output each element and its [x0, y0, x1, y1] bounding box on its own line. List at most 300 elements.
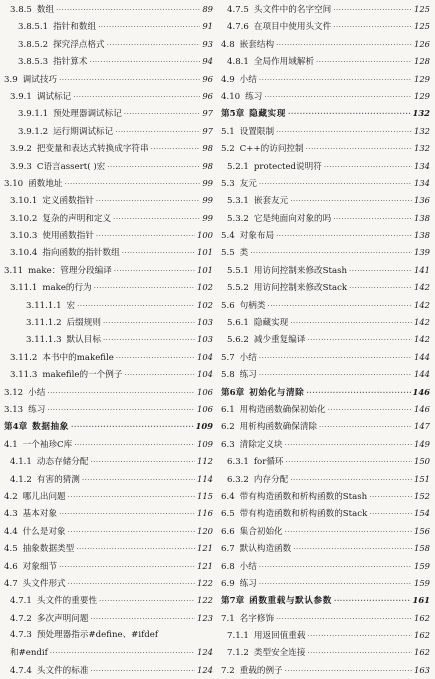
toc-entry-number: 5.1 — [221, 126, 235, 137]
toc-leader-dots — [307, 645, 412, 661]
toc-page-number: 101 — [197, 247, 213, 258]
toc-entry[interactable] — [4, 349, 213, 366]
toc-leader-dots — [103, 315, 195, 331]
toc-page-number: 91 — [202, 21, 213, 32]
toc-page-number: 102 — [197, 282, 213, 293]
toc-leader-dots — [307, 332, 412, 348]
toc-entry-title: 类型安全连接 — [253, 648, 306, 659]
toc-entry-title: 调试标记 — [36, 91, 72, 102]
toc-entry[interactable] — [4, 244, 213, 261]
toc-page-number: 103 — [197, 317, 213, 328]
toc-leader-dots — [50, 645, 195, 661]
toc-page-number: 158 — [414, 543, 430, 554]
toc-entry[interactable] — [221, 436, 430, 453]
toc-page-number: 123 — [197, 612, 213, 623]
toc-entry-title: 用返回值重载 — [253, 631, 306, 642]
toc-entry-title: 类 — [239, 248, 249, 259]
toc-page-number: 161 — [412, 595, 430, 606]
toc-entry-title: 什么是对象 — [22, 526, 66, 537]
toc-page-number: 149 — [414, 438, 430, 449]
toc-entry-title: 隐藏实现 — [253, 318, 289, 329]
toc-entry[interactable] — [221, 401, 430, 418]
toc-leader-dots — [324, 159, 412, 175]
toc-leader-dots — [319, 419, 412, 435]
toc-entry[interactable] — [221, 349, 430, 366]
toc-entry[interactable] — [4, 36, 213, 53]
toc-entry[interactable] — [221, 488, 430, 505]
toc-entry-number: 4.7.4 — [10, 665, 32, 676]
toc-entry[interactable] — [221, 453, 430, 470]
toc-leader-dots — [290, 315, 412, 331]
toc-leader-dots — [114, 263, 195, 279]
toc-entry-number: 4.3 — [4, 509, 18, 520]
toc-page-number: 142 — [414, 282, 430, 293]
toc-entry-title: 运行期调试标记 — [53, 126, 114, 137]
toc-page-number: 104 — [197, 351, 213, 362]
toc-entry-number: 5.5.1 — [227, 265, 249, 276]
toc-leader-dots — [73, 89, 200, 105]
toc-entry-title: 指向函数的指针数组 — [42, 248, 120, 259]
toc-entry-title: 头文件的标准 — [36, 665, 89, 676]
toc-leader-dots — [276, 611, 412, 627]
toc-entry[interactable] — [4, 505, 213, 522]
toc-entry-number: 3.10.1 — [10, 196, 38, 207]
toc-entry-title: 头文件形式 — [22, 578, 66, 589]
toc-entry-number: 7.1.2 — [227, 648, 249, 659]
toc-entry[interactable] — [4, 453, 213, 470]
toc-entry[interactable] — [4, 279, 213, 296]
toc-leader-dots — [94, 280, 195, 296]
toc-entry-title: makefile的一个例子 — [42, 370, 123, 381]
toc-entry[interactable] — [4, 662, 213, 679]
toc-leader-dots — [59, 559, 195, 575]
toc-entry-title: 名字修饰 — [239, 613, 275, 624]
toc-entry[interactable] — [4, 123, 213, 140]
toc-entry-number: 5.6.2 — [227, 335, 249, 346]
toc-entry-title: 清除定义块 — [239, 439, 283, 450]
toc-page-number: 121 — [197, 560, 213, 571]
toc-entry-title: 抽象数据类型 — [22, 544, 75, 555]
toc-page-number: 138 — [414, 212, 430, 223]
toc-entry[interactable] — [4, 192, 213, 209]
toc-entry-title: 带有构造函数和析构函数的Stash — [239, 491, 368, 502]
toc-entry-title: 小结 — [239, 561, 257, 572]
toc-entry[interactable] — [221, 158, 430, 175]
toc-leader-dots — [276, 37, 412, 53]
toc-entry-title: 宏 — [66, 300, 76, 311]
toc-leader-dots — [285, 437, 412, 453]
toc-entry-title: 在项目中使用头文件 — [253, 22, 332, 33]
toc-entry[interactable] — [4, 262, 213, 279]
toc-entry[interactable] — [4, 71, 213, 88]
toc-entry[interactable] — [221, 610, 430, 627]
toc-entry[interactable] — [221, 366, 430, 383]
toc-leader-dots — [116, 350, 195, 366]
toc-leader-dots — [349, 280, 412, 296]
toc-page-number: 101 — [197, 264, 213, 275]
toc-leader-dots — [124, 367, 195, 383]
toc-entry-number: 4.1.1 — [10, 457, 32, 468]
toc-entry[interactable] — [4, 105, 213, 122]
toc-entry[interactable] — [221, 627, 430, 644]
toc-entry-title: 带有构造函数和析构函数的Stack — [239, 509, 368, 520]
toc-entry-number: 4.8.1 — [227, 57, 249, 68]
toc-entry[interactable] — [221, 140, 430, 157]
toc-entry-title: 哪儿出问题 — [22, 491, 66, 502]
toc-page-number: 99 — [202, 212, 213, 223]
toc-page-number: 93 — [202, 38, 213, 49]
toc-leader-dots — [259, 72, 412, 88]
toc-page-number: 109 — [197, 438, 213, 449]
toc-leader-dots — [328, 402, 412, 418]
toc-entry-number: 3.8.5.1 — [18, 22, 49, 33]
toc-entry[interactable] — [4, 175, 213, 192]
toc-leader-dots — [349, 263, 412, 279]
toc-entry-title: for循环 — [253, 457, 284, 468]
toc-entry-title: 练习 — [28, 404, 46, 415]
toc-leader-dots — [264, 89, 412, 105]
toc-column-right — [217, 0, 435, 676]
toc-entry-number: 3.9.2 — [10, 144, 32, 155]
toc-entry[interactable] — [221, 18, 430, 35]
toc-entry-number: 3.12 — [4, 387, 24, 398]
toc-page-number: 134 — [414, 160, 430, 171]
toc-leader-dots — [90, 663, 195, 679]
toc-entry-title: make的行为 — [42, 283, 92, 294]
toc-entry[interactable] — [4, 384, 213, 401]
toc-leader-dots — [286, 454, 412, 470]
toc-entry-number: 3.13 — [4, 404, 24, 415]
toc-entry-number: 4.4 — [4, 526, 18, 537]
toc-page-number: 129 — [414, 90, 430, 101]
toc-entry-title: 和#endif — [10, 648, 48, 659]
toc-leader-dots — [107, 37, 201, 53]
toc-entry-number: 5.5.2 — [227, 283, 249, 294]
toc-entry-number: 3.9.1.2 — [18, 126, 49, 137]
toc-entry[interactable] — [4, 401, 213, 418]
toc-entry-title: 嵌套友元 — [253, 196, 289, 207]
toc-leader-dots — [285, 524, 412, 540]
toc-entry[interactable] — [221, 523, 430, 540]
toc-leader-dots — [293, 541, 412, 557]
toc-entry[interactable] — [4, 227, 213, 244]
toc-entry[interactable] — [221, 331, 430, 348]
toc-entry-number: 3.11.1.2 — [26, 318, 62, 329]
toc-page-number: 163 — [414, 664, 430, 675]
toc-entry-title: C++的访问控制 — [239, 144, 304, 155]
toc-entry[interactable] — [221, 244, 430, 261]
toc-entry-title: 动态存储分配 — [36, 457, 89, 468]
toc-page-number: 132 — [414, 143, 430, 154]
toc-leader-dots — [107, 159, 200, 175]
toc-entry[interactable] — [4, 297, 213, 314]
toc-page-number: 99 — [202, 195, 213, 206]
toc-leader-dots — [333, 2, 412, 18]
toc-leader-dots — [59, 72, 200, 88]
toc-entry-number: 3.11.3 — [10, 370, 38, 381]
toc-entry[interactable] — [4, 471, 213, 488]
toc-entry[interactable] — [221, 36, 430, 53]
toc-entry-title: 友元 — [239, 178, 257, 189]
toc-entry[interactable] — [221, 575, 430, 592]
toc-page-number: 98 — [202, 160, 213, 171]
toc-entry[interactable] — [4, 523, 213, 540]
toc-entry[interactable] — [221, 505, 430, 522]
toc-entry[interactable] — [221, 71, 430, 88]
toc-entry-title: 对象布局 — [239, 231, 275, 242]
toc-entry[interactable] — [4, 592, 213, 609]
toc-entry[interactable] — [4, 575, 213, 592]
toc-entry-title: 重载的例子 — [239, 665, 283, 676]
toc-entry[interactable] — [4, 488, 213, 505]
toc-entry[interactable] — [4, 158, 213, 175]
toc-entry[interactable] — [4, 18, 213, 35]
toc-entry[interactable] — [4, 436, 213, 453]
toc-entry[interactable] — [4, 210, 213, 227]
toc-entry-title: 默认构造函数 — [239, 544, 292, 555]
toc-entry-number: 4.8 — [221, 39, 235, 50]
toc-page-number: 138 — [414, 230, 430, 241]
toc-leader-dots — [306, 384, 410, 401]
toc-entry-number: 4.10 — [221, 91, 241, 102]
toc-entry-title: 默认目标 — [66, 335, 101, 346]
toc-entry[interactable] — [4, 366, 213, 383]
toc-page-number: 116 — [197, 508, 213, 519]
toc-entry[interactable] — [221, 540, 430, 557]
toc-entry-number: 3.8.5.3 — [18, 57, 49, 68]
toc-entry[interactable] — [4, 331, 213, 348]
toc-page-number: 128 — [414, 56, 430, 67]
toc-entry-title: 数组 — [36, 5, 55, 15]
toc-chapter-entry[interactable] — [4, 418, 213, 435]
toc-leader-dots — [290, 193, 412, 209]
toc-page-number: 141 — [414, 264, 430, 275]
toc-page-number: 144 — [414, 369, 430, 380]
toc-entry[interactable] — [221, 175, 430, 192]
toc-entry-number: 5.2 — [221, 144, 235, 155]
toc-entry-number: 5.4 — [221, 231, 235, 242]
toc-page-number: 142 — [414, 299, 430, 310]
toc-entry[interactable] — [221, 227, 430, 244]
toc-chapter-entry[interactable] — [221, 105, 430, 122]
toc-entry[interactable] — [221, 53, 430, 70]
toc-page-number: 152 — [414, 490, 430, 501]
toc-entry-title: make：管理分段编译 — [28, 265, 112, 276]
toc-entry-number: 5.6.1 — [227, 318, 249, 329]
toc-page-number: 139 — [414, 247, 430, 258]
toc-entry-title: 隐藏实现 — [249, 109, 286, 120]
toc-entry-title: 多次声明问题 — [36, 613, 89, 624]
toc-entry-number: 5.3.2 — [227, 213, 249, 224]
toc-entry[interactable] — [221, 662, 430, 679]
toc-leader-dots — [267, 298, 412, 314]
toc-entry-number: 5.3 — [221, 178, 235, 189]
toc-entry[interactable] — [4, 140, 213, 157]
toc-entry-number: 3.11.1 — [10, 283, 38, 294]
toc-entry-number: 4.6 — [4, 561, 18, 572]
toc-entry-title: 使用函数指针 — [42, 231, 94, 242]
toc-leader-dots — [56, 2, 200, 18]
toc-leader-dots — [74, 437, 195, 453]
toc-leader-dots — [285, 663, 412, 679]
toc-page-number: 162 — [414, 647, 430, 658]
toc-entry[interactable] — [4, 644, 213, 661]
toc-entry-title: 句柄类 — [239, 300, 266, 311]
toc-page-number: 132 — [412, 108, 430, 119]
toc-page-number: 112 — [197, 456, 213, 467]
toc-entry-number: 6.3.1 — [227, 457, 249, 468]
toc-page-number: 129 — [414, 73, 430, 84]
toc-leader-dots — [250, 245, 412, 261]
toc-leader-dots — [82, 472, 195, 488]
toc-page-number: 106 — [197, 403, 213, 414]
toc-entry[interactable] — [221, 418, 430, 435]
toc-page-number: 121 — [197, 543, 213, 554]
toc-entry-title: 嵌套结构 — [239, 39, 275, 50]
toc-entry-number: 第5章 — [221, 109, 245, 120]
toc-entry-title: 用构造函数确保初始化 — [239, 404, 326, 415]
toc-leader-dots — [333, 19, 412, 35]
toc-entry-number: 5.3.1 — [227, 196, 249, 207]
toc-entry[interactable] — [4, 1, 213, 18]
toc-entry-title: 练习 — [245, 91, 263, 102]
toc-page-number: 125 — [414, 21, 430, 32]
toc-leader-dots — [334, 592, 411, 609]
toc-page-number: 154 — [414, 508, 430, 519]
toc-entry-number: 3.9.1.1 — [18, 109, 49, 120]
toc-entry-number: 4.2 — [4, 491, 18, 502]
toc-entry[interactable] — [221, 644, 430, 661]
toc-leader-dots — [276, 124, 412, 140]
toc-entry[interactable] — [4, 610, 213, 627]
toc-entry-number: 4.1.2 — [10, 474, 32, 485]
toc-entry[interactable] — [221, 314, 430, 331]
toc-entry-number: 4.7.6 — [227, 22, 249, 33]
toc-entry-number: 5.2.1 — [227, 161, 249, 172]
toc-entry[interactable] — [221, 123, 430, 140]
toc-leader-dots — [90, 454, 195, 470]
toc-entry[interactable] — [4, 540, 213, 557]
toc-entry[interactable] — [221, 88, 430, 105]
toc-entry[interactable] — [221, 297, 430, 314]
toc-entry-title: 全局作用域解析 — [253, 57, 315, 68]
toc-entry-title: 有害的猜测 — [36, 474, 80, 485]
toc-entry-number: 3.9.1 — [10, 91, 32, 102]
toc-entry-number: 4.7.5 — [227, 5, 249, 15]
toc-entry-title: 本书中的makefile — [42, 352, 114, 363]
toc-page-number: 96 — [202, 73, 213, 84]
toc-page-number: 156 — [414, 525, 430, 536]
toc-leader-dots — [124, 106, 200, 122]
toc-page-number: 136 — [414, 195, 430, 206]
toc-entry-number: 6.6 — [221, 526, 235, 537]
toc-page-number: 125 — [414, 4, 430, 14]
toc-page-number: 159 — [414, 577, 430, 588]
toc-page-number: 106 — [197, 386, 213, 397]
toc-entry-title: 复杂的声明和定义 — [42, 213, 112, 224]
toc-entry-title: 指针和数组 — [53, 22, 97, 33]
toc-column-left — [0, 0, 217, 676]
toc-entry[interactable] — [221, 262, 430, 279]
toc-entry-title: 头文件中的名字空间 — [253, 5, 332, 15]
toc-leader-dots — [369, 506, 412, 522]
toc-entry-title: 调试技巧 — [22, 74, 58, 85]
toc-page-number: 99 — [202, 177, 213, 188]
toc-entry[interactable] — [221, 192, 430, 209]
toc-entry-number: 5.8 — [221, 370, 235, 381]
toc-entry[interactable] — [221, 558, 430, 575]
toc-entry-title: 练习 — [239, 370, 257, 381]
toc-leader-dots — [276, 228, 412, 244]
toc-entry[interactable] — [4, 558, 213, 575]
toc-entry[interactable] — [221, 279, 430, 296]
toc-leader-dots — [96, 193, 200, 209]
toc-leader-dots — [122, 245, 195, 261]
toc-entry[interactable] — [221, 210, 430, 227]
toc-entry-number: 第4章 — [4, 422, 28, 433]
toc-page-number: 150 — [414, 456, 430, 467]
toc-leader-dots — [98, 19, 200, 35]
toc-entry[interactable] — [4, 53, 213, 70]
toc-entry-number: 6.8 — [221, 561, 235, 572]
toc-page-number: 124 — [197, 647, 213, 658]
toc-entry-number: 6.1 — [221, 404, 235, 415]
toc-entry[interactable] — [4, 627, 213, 644]
toc-entry-number: 6.4 — [221, 491, 235, 502]
toc-page-number: 94 — [202, 56, 213, 67]
toc-page-number: 144 — [414, 351, 430, 362]
toc-leader-dots — [47, 385, 195, 401]
toc-leader-dots — [259, 350, 412, 366]
toc-entry[interactable] — [4, 88, 213, 105]
toc-leader-dots — [76, 541, 195, 557]
toc-entry[interactable] — [221, 471, 430, 488]
toc-entry-title: 指针算术 — [53, 57, 88, 68]
toc-leader-dots — [306, 141, 412, 157]
toc-leader-dots — [333, 211, 412, 227]
toc-leader-dots — [316, 54, 412, 70]
toc-entry-number: 6.3.2 — [227, 474, 249, 485]
toc-chapter-entry[interactable] — [221, 592, 430, 609]
toc-entry-title: 定义函数指针 — [42, 196, 94, 207]
toc-entry-title: 头文件的重要性 — [36, 596, 98, 607]
toc-entry-number: 4.1 — [4, 439, 18, 450]
toc-entry-title: 数据抽象 — [32, 422, 69, 433]
toc-entry-number: 3.10.3 — [10, 231, 38, 242]
toc-entry-number: 6.5 — [221, 509, 235, 520]
toc-page-number: 114 — [197, 473, 213, 484]
toc-entry[interactable] — [221, 1, 430, 18]
toc-leader-dots — [115, 124, 200, 140]
toc-entry[interactable] — [4, 314, 213, 331]
toc-entry-title: 练习 — [239, 578, 257, 589]
toc-page-number: 126 — [414, 38, 430, 49]
toc-leader-dots — [113, 211, 200, 227]
toc-entry-title: 把变量和表达式转换成字符串 — [36, 144, 149, 155]
toc-chapter-entry[interactable] — [221, 384, 430, 401]
toc-page-number: 122 — [197, 577, 213, 588]
toc-entry-number: 4.7.2 — [10, 613, 32, 624]
toc-page-number: 146 — [412, 386, 430, 397]
toc-entry-title: 对象细节 — [22, 561, 58, 572]
toc-leader-dots — [259, 559, 412, 575]
toc-page-number: 124 — [197, 664, 213, 675]
toc-leader-dots — [259, 367, 412, 383]
toc-entry-title: 设置限制 — [239, 126, 275, 137]
toc-page-number: 151 — [414, 473, 430, 484]
toc-leader-dots — [290, 472, 412, 488]
toc-entry-title: 后缀规则 — [66, 318, 101, 329]
